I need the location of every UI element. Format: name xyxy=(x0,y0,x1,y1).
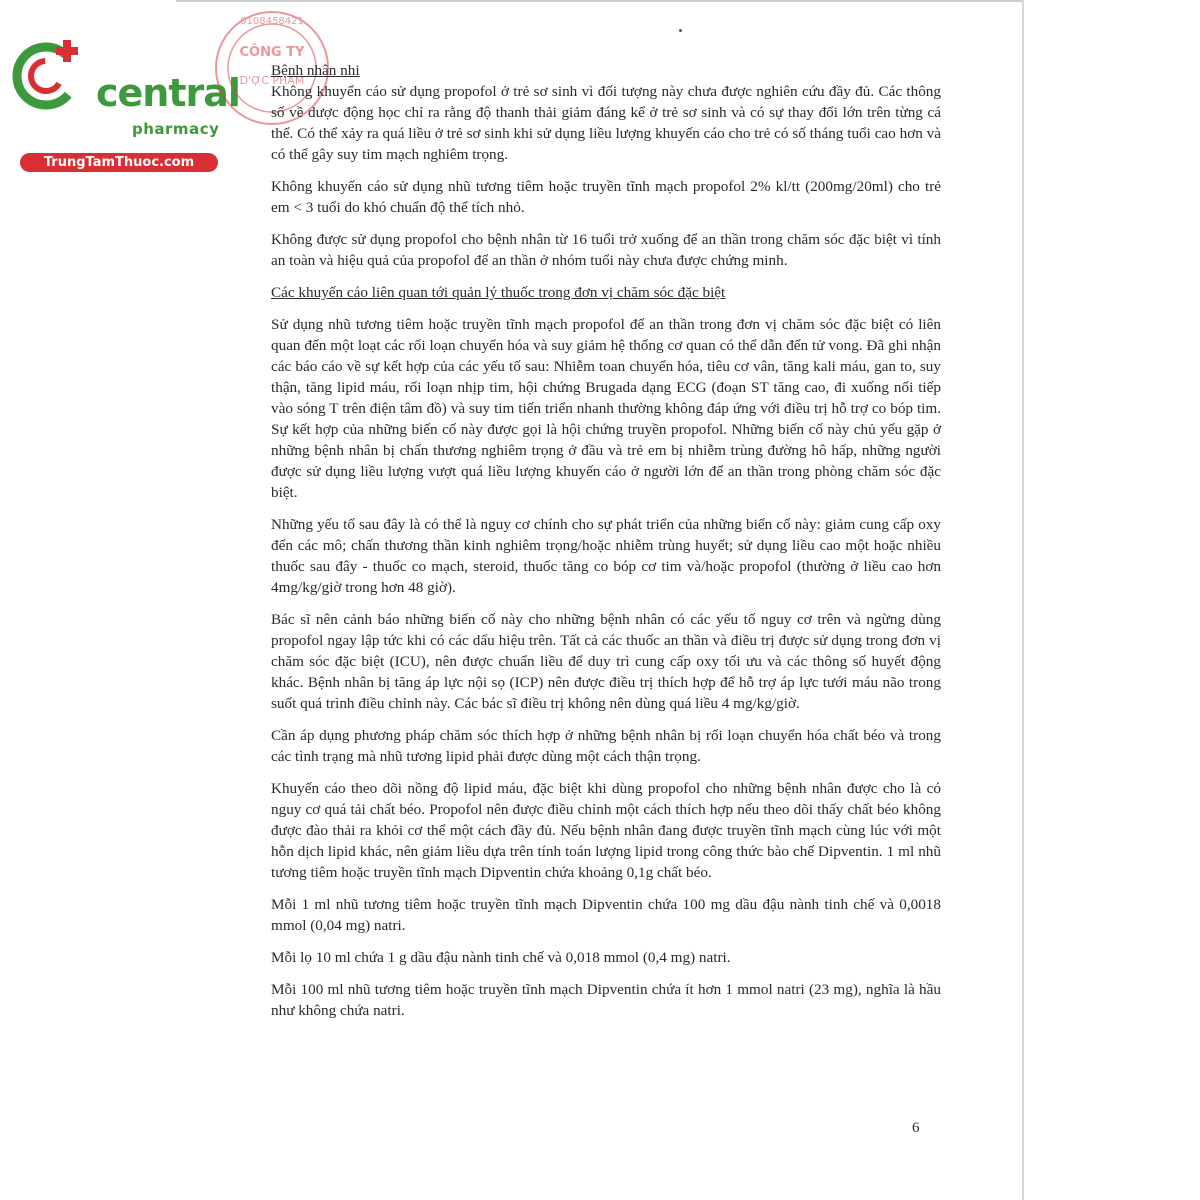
paragraph: Mỗi lọ 10 ml chứa 1 g dầu đậu nành tinh chế và 0,018 mmol (0,4 mg) natri. xyxy=(271,949,731,966)
svg-text:D'ỢC PHẨM: D'ỢC PHẨM xyxy=(239,74,305,87)
paragraph: Mỗi 100 ml nhũ tương tiêm hoặc truyền tĩnh mạch Dipventin chứa ít hơn 1 mmol natri (23 mg), nghĩa là hầu như không chứa natri. xyxy=(271,981,941,1019)
paragraph: Không được sử dụng propofol cho bệnh nhân từ 16 tuổi trở xuống để an thần trong chăm sóc đặc biệt vì tính an toàn và hiệu quả của propofol để an thần ở nhóm tuổi này chưa được chứng minh. xyxy=(271,231,941,269)
page-number: 6 xyxy=(912,1120,920,1136)
section-heading-icu: Các khuyến cáo liên quan tới quản lý thuốc trong đơn vị chăm sóc đặc biệt xyxy=(271,284,726,301)
brand-name: central xyxy=(96,71,240,115)
paragraph: Mỗi 1 ml nhũ tương tiêm hoặc truyền tĩnh mạch Dipventin chứa 100 mg dầu đậu nành tinh chế và 0,0018 mmol (0,04 mg) natri. xyxy=(271,896,941,934)
website-domain: TrungTamThuoc.com xyxy=(20,153,218,172)
svg-text:0108458421: 0108458421 xyxy=(240,16,304,27)
scan-speck xyxy=(679,29,682,32)
paragraph: Không khuyến cáo sử dụng propofol ở trẻ sơ sinh vì đối tượng này chưa được nghiên cứu đầy đủ. Các thông số về dược động học chỉ ra rằng độ thanh thải giảm đáng kể ở trẻ sơ sinh và có sự thay đổi lớn trên từng cá thể. Có thể xảy ra quá liều ở trẻ sơ sinh khi sử dụng liều lượng khuyến cáo cho trẻ có số tháng tuổi cao hơn và có thể gây suy tim mạch nghiêm trọng. xyxy=(271,83,941,163)
paragraph: Cần áp dụng phương pháp chăm sóc thích hợp ở những bệnh nhân bị rối loạn chuyển hóa chất béo và trong các tình trạng mà nhũ tương lipid phải được dùng một cách thận trọng. xyxy=(271,727,941,765)
pharmacy-cross-icon xyxy=(8,36,92,116)
paragraph: Không khuyến cáo sử dụng nhũ tương tiêm hoặc truyền tĩnh mạch propofol 2% kl/tt (200mg/20ml) cho trẻ em < 3 tuổi do khó chuẩn độ thể tích nhỏ. xyxy=(271,178,941,216)
scan-edge-top xyxy=(176,0,1024,2)
section-heading-pediatric: Bệnh nhân nhi xyxy=(271,62,360,79)
svg-text:CÔNG TY: CÔNG TY xyxy=(239,45,305,60)
paragraph: Sử dụng nhũ tương tiêm hoặc truyền tĩnh mạch propofol để an thần trong đơn vị chăm sóc đặc biệt có liên quan đến một loạt các rối loạn chuyển hóa và suy giảm hệ thống cơ quan có thể dẫn đến tử vong. Đã ghi nhận các báo cáo về sự kết hợp của các yếu tố sau: Nhiễm toan chuyển hóa, tiêu cơ vân, tăng kali máu, gan to, suy thận, tăng lipid máu, rối loạn nhịp tim, hội chứng Brugada dạng ECG (đoạn ST tăng cao, đi xuống nối tiếp vào sóng T trên điện tâm đồ) và suy tim tiến triển nhanh thường không đáp ứng với điều trị hỗ trợ co bóp tim. Sự kết hợp của những biến cố này được gọi là hội chứng truyền propofol. Những biến cố này chủ yếu gặp ở những bệnh nhân bị chấn thương nghiêm trọng ở đầu và trẻ em bị nhiễm trùng đường hô hấp, những người được sử dụng liều lượng vượt quá liều lượng khuyến cáo ở người lớn để an thần trong phòng chăm sóc đặc biệt. xyxy=(271,316,941,501)
paragraph: Những yếu tố sau đây là có thể là nguy cơ chính cho sự phát triển của những biến cố này: giảm cung cấp oxy đến các mô; chấn thương thần kinh nghiêm trọng/hoặc nhiễm trùng huyết; sử dụng liều cao một hoặc nhiều thuốc sau đây - thuốc co mạch, steroid, thuốc tăng co bóp cơ tim và/hoặc propofol (thường ở liều cao hơn 4mg/kg/giờ trong hơn 48 giờ). xyxy=(271,516,941,596)
central-pharmacy-logo[interactable] xyxy=(8,36,240,170)
scan-edge-right xyxy=(1022,0,1024,1200)
document-body xyxy=(271,60,941,1021)
paragraph: Bác sĩ nên cảnh báo những biến cố này cho những bệnh nhân có các yếu tố nguy cơ trên và ngừng dùng propofol ngay lập tức khi có các dấu hiệu trên. Tất cả các thuốc an thần và điều trị được sử dụng trong đơn vị chăm sóc đặc biệt (ICU), nên được chuẩn liều để duy trì cung cấp oxy tối ưu và các thông số huyết động khác. Bệnh nhân bị tăng áp lực nội sọ (ICP) nên được điều trị thích hợp để hỗ trợ áp lực tưới máu não trong suốt quá trình điều chỉnh này. Các bác sĩ điều trị không nên dùng quá liều 4 mg/kg/giờ. xyxy=(271,611,941,712)
brand-subtitle: pharmacy xyxy=(132,120,220,138)
paragraph: Khuyến cáo theo dõi nồng độ lipid máu, đặc biệt khi dùng propofol cho những bệnh nhân được cho là có nguy cơ quá tải chất béo. Propofol nên được điều chỉnh một cách thích hợp nếu theo dõi thấy chất béo không được đào thải ra khỏi cơ thể một cách đầy đủ. Nếu bệnh nhân đang được truyền tĩnh mạch cùng lúc với một hỗn dịch lipid khác, nên giảm liều dựa trên tính toán lượng lipid trong công thức bào chế Dipventin. 1 ml nhũ tương tiêm hoặc truyền tĩnh mạch Dipventin chứa khoảng 0,1g chất béo. xyxy=(271,780,941,881)
